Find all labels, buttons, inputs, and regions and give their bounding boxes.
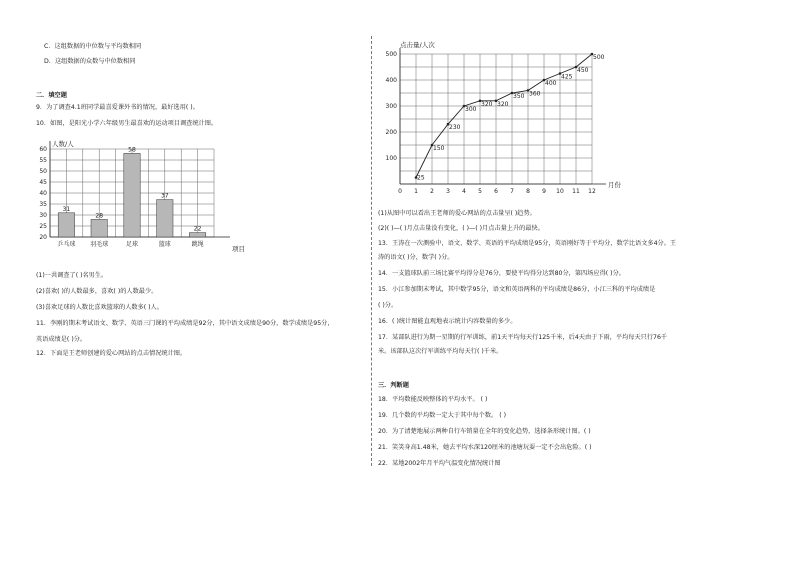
data-label: 230 — [449, 124, 461, 132]
question-21: 21．笑笑身高1.48米，她去平均水深120厘米的池塘玩耍一定不会出危险。( ) — [378, 444, 592, 451]
data-label: 450 — [577, 67, 589, 74]
data-label: 150 — [433, 145, 445, 152]
x-tick-label: 足球 — [125, 241, 139, 248]
question-10: 10．如图，是阳光小学六年级男生最喜欢的运动项目调查统计图。 — [36, 120, 218, 127]
bar-value-label: 37 — [160, 192, 169, 200]
data-label: 425 — [561, 73, 573, 81]
bar-value-label: 31 — [62, 205, 71, 213]
y-tick-label: 45 — [39, 179, 47, 186]
x-tick-label: 3 — [446, 188, 450, 195]
x-tick-label: 8 — [526, 188, 530, 195]
question-10-part-3: (3)喜欢足球的人数比喜欢篮球的人数多( )人。 — [36, 304, 163, 311]
data-label: 500 — [593, 54, 605, 61]
x-tick-label: 9 — [542, 188, 546, 195]
y-tick-label: 200 — [385, 129, 397, 136]
question-17-line-2: 米。该部队这次行军训练平均每天行( )千米。 — [378, 348, 503, 355]
question-13-line-2: 涛的语文( )分，数学( )分。 — [378, 254, 454, 261]
y-tick-label: 60 — [39, 146, 47, 153]
data-label: 320 — [497, 100, 509, 108]
bar-value-label: 22 — [193, 225, 202, 233]
question-18: 18．平均数能反映整体的平均水平。 ( ) — [378, 396, 488, 403]
bar-value-label: 58 — [128, 146, 136, 154]
bar — [157, 200, 173, 237]
bar — [58, 213, 74, 237]
question-10-part-2: (2)喜欢( )的人数最多，喜欢( )的人数最少。 — [36, 288, 158, 295]
y-axis-title: 点击量/人次 — [400, 41, 435, 49]
section-title-fill-blank: 二．填空题 — [36, 92, 67, 99]
question-20: 20．为了清楚地展示两种自行车销量在全年的变化趋势，选择条形统计图。( ) — [378, 428, 591, 435]
question-22: 22．某地2002年月平均气温变化情况统计图 — [378, 460, 501, 467]
x-tick-label: 6 — [494, 188, 498, 195]
data-label: 300 — [465, 106, 477, 113]
y-tick-label: 25 — [39, 223, 47, 230]
bar — [124, 153, 140, 237]
y-tick-label: 500 — [385, 51, 397, 58]
question-15-line-1: 15．小江参加期末考试，其中数学95分，语文和英语两科的平均成绩是86分，小江三科的平均成绩是 — [378, 286, 656, 293]
y-tick-label: 300 — [385, 103, 397, 110]
question-17-line-1: 17．某部队进行为期一星期的行军训练，前1天平均每天行125千米，后4天由于下雨，平均每天只行76千 — [378, 334, 668, 341]
x-tick-label: 12 — [588, 188, 596, 195]
y-tick-label: 100 — [385, 155, 397, 162]
x-tick-label: 10 — [556, 188, 564, 195]
column-divider — [371, 36, 372, 466]
data-label: 360 — [529, 90, 541, 98]
y-tick-label: 20 — [39, 234, 47, 241]
question-12-part-2: (2)( )—( )月点击量没有变化，( )—( )月点击量上升的最快。 — [378, 225, 544, 232]
data-label: 25 — [417, 174, 425, 182]
question-11-line-1: 11．李刚的期末考试语文、数学、英语三门课的平均成绩是92分，其中语文成绩是90分，数学成绩是95分， — [36, 320, 334, 327]
x-tick-label: 跳绳 — [191, 241, 204, 248]
y-tick-label: 50 — [39, 168, 47, 175]
y-tick-label: 35 — [39, 201, 47, 208]
y-tick-label: 55 — [39, 157, 47, 164]
y-tick-label: 400 — [385, 77, 397, 84]
question-9: 9．为了调查4.1班同学最喜爱课外书的情况，最好选用( )。 — [36, 104, 199, 111]
option-c: C．这组数据的中位数与平均数相同 — [44, 43, 142, 50]
data-label: 400 — [545, 80, 557, 87]
x-axis-title: 项目 — [232, 245, 245, 253]
x-tick-label: 7 — [510, 188, 514, 195]
bar — [189, 233, 205, 237]
data-label: 320 — [481, 100, 493, 108]
x-tick-label: 5 — [478, 188, 482, 195]
y-tick-label: 30 — [39, 212, 47, 219]
question-11-line-2: 英语成绩是( )分。 — [36, 336, 87, 343]
question-14: 14．一支篮球队前三场比赛平均得分是76分，要使平均得分达到80分，第四场应得( )分。 — [378, 270, 625, 277]
question-15-line-2: ( )分。 — [378, 302, 398, 309]
question-12-part-1: (1)从图中可以看出王老师的爱心网站的点击量呈( )趋势。 — [378, 210, 536, 217]
bar-chart — [36, 137, 266, 265]
x-tick-label: 4 — [462, 188, 466, 195]
question-13-line-1: 13．王涛在一次测验中，语文、数学、英语的平均成绩是95分，英语刚好等于平均分，数学比语文多4分。王 — [378, 240, 677, 247]
x-tick-label: 羽毛球 — [90, 241, 109, 248]
section-title-judgement: 三．判断题 — [378, 382, 409, 389]
data-label: 350 — [513, 93, 525, 100]
x-tick-label: 11 — [572, 188, 580, 195]
x-tick-label: 1 — [414, 188, 418, 195]
y-axis-title: 人数/人 — [52, 140, 74, 148]
option-d: D．这组数据的众数与中位数相同 — [44, 58, 136, 65]
y-tick-label: 40 — [39, 190, 47, 197]
x-axis-title: 月份 — [608, 181, 621, 189]
question-16: 16．( )统计图能直观地表示统计内容数量的多少。 — [378, 318, 517, 325]
x-tick-label: 0 — [398, 188, 402, 195]
question-19: 19．几个数的平均数一定大于其中每个数。 ( ) — [378, 412, 507, 419]
x-tick-label: 乒乓球 — [57, 241, 76, 248]
question-12: 12．下面是王老师创建的爱心网站的点击情况统计图。 — [36, 350, 187, 357]
x-tick-label: 篮球 — [158, 241, 171, 248]
bar — [91, 219, 107, 237]
x-tick-label: 2 — [430, 188, 434, 195]
question-10-part-1: (1)一共调查了( )名男生。 — [36, 272, 108, 279]
bar-value-label: 28 — [95, 212, 104, 220]
line-chart — [380, 41, 630, 204]
